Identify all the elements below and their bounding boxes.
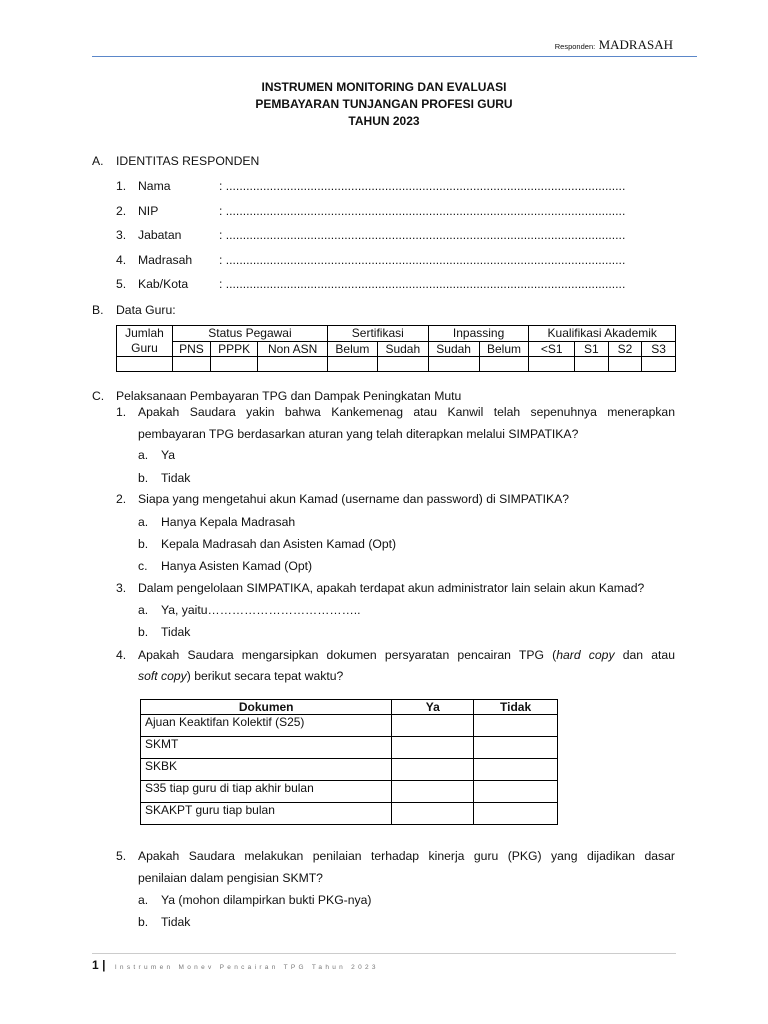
option-letter: a. bbox=[138, 893, 149, 907]
inpassing-header: Inpassing bbox=[428, 326, 529, 342]
question-4-text-line1: Apakah Saudara mengarsipkan dokumen persyaratan pencairan TPG (hard copy dan atau bbox=[138, 648, 675, 662]
option-letter: c. bbox=[138, 559, 148, 573]
subheader-s1: S1 bbox=[575, 341, 609, 357]
data-guru-table bbox=[116, 325, 676, 372]
cell-ya[interactable] bbox=[392, 803, 474, 825]
dokumen-header: Dokumen bbox=[141, 700, 392, 715]
kualifikasi-header: Kualifikasi Akademik bbox=[529, 326, 676, 342]
cell-s2[interactable] bbox=[608, 357, 642, 372]
question-1-text-line2: pembayaran TPG berdasarkan aturan yang telah diterapkan melalui SIMPATIKA? bbox=[138, 427, 579, 441]
cell-s3[interactable] bbox=[642, 357, 676, 372]
dokumen-name: Ajuan Keaktifan Kolektif (S25) bbox=[141, 715, 392, 737]
footer-text: Instrumen Monev Pencairan TPG Tahun 2023 bbox=[114, 964, 379, 971]
subheader-pppk: PPPK bbox=[210, 341, 257, 357]
cell-sertifikasi-belum[interactable] bbox=[327, 357, 377, 372]
tidak-header: Tidak bbox=[474, 700, 558, 715]
cell-ya[interactable] bbox=[392, 781, 474, 803]
q3-option-ya[interactable]: Ya, yaitu……………………………….. bbox=[161, 603, 361, 617]
option-letter: b. bbox=[138, 471, 149, 485]
field-madrasah-input[interactable]: : ...................................................................................................................... bbox=[219, 253, 626, 267]
dokumen-table bbox=[140, 699, 558, 825]
question-2-text: Siapa yang mengetahui akun Kamad (username dan password) di SIMPATIKA? bbox=[138, 492, 570, 506]
footer-separator: | bbox=[102, 958, 106, 972]
question-1-text-line1: Apakah Saudara yakin bahwa Kankemenag atau Kanwil telah sepenuhnya menerapkan bbox=[138, 405, 675, 419]
cell-s1[interactable] bbox=[575, 357, 609, 372]
cell-tidak[interactable] bbox=[474, 781, 558, 803]
q1-option-ya[interactable]: Ya bbox=[161, 448, 176, 462]
cell-jumlah[interactable] bbox=[117, 357, 173, 372]
section-c-title: Pelaksanaan Pembayaran TPG dan Dampak Peningkatan Mutu bbox=[116, 389, 462, 403]
cell-sertifikasi-sudah[interactable] bbox=[377, 357, 428, 372]
respondent-value: MADRASAH bbox=[598, 37, 673, 52]
field-nama-input[interactable]: : ...................................................................................................................... bbox=[219, 179, 626, 193]
subheader-s2: S2 bbox=[608, 341, 642, 357]
question-5-text-line1: Apakah Saudara melakukan penilaian terhadap kinerja guru (PKG) yang dijadikan dasar bbox=[138, 849, 675, 863]
cell-tidak[interactable] bbox=[474, 759, 558, 781]
field-num: 5. bbox=[116, 277, 127, 291]
doc-title-line3: TAHUN 2023 bbox=[348, 114, 420, 128]
section-b-label: B. bbox=[92, 303, 104, 317]
subheader-sertifikasi-sudah: Sudah bbox=[377, 341, 428, 357]
data-guru-entry-row bbox=[117, 357, 676, 372]
cell-pppk[interactable] bbox=[210, 357, 257, 372]
field-num: 1. bbox=[116, 179, 127, 193]
sertifikasi-header: Sertifikasi bbox=[327, 326, 428, 342]
question-5-text-line2: penilaian dalam pengisian SKMT? bbox=[138, 871, 323, 885]
table-row bbox=[141, 759, 558, 781]
q5-option-tidak[interactable]: Tidak bbox=[161, 915, 191, 929]
section-b-title: Data Guru: bbox=[116, 303, 176, 317]
field-jabatan-input[interactable]: : ...................................................................................................................... bbox=[219, 228, 626, 242]
question-number: 2. bbox=[116, 492, 127, 506]
option-letter: a. bbox=[138, 448, 149, 462]
cell-ya[interactable] bbox=[392, 759, 474, 781]
field-num: 2. bbox=[116, 204, 127, 218]
dokumen-name: SKBK bbox=[141, 759, 392, 781]
cell-non-asn[interactable] bbox=[258, 357, 328, 372]
section-a-title: IDENTITAS RESPONDEN bbox=[116, 154, 260, 168]
q2-option-c[interactable]: Hanya Asisten Kamad (Opt) bbox=[161, 559, 313, 573]
q5-option-ya[interactable]: Ya (mohon dilampirkan bukti PKG-nya) bbox=[161, 893, 372, 907]
subheader-s3: S3 bbox=[642, 341, 676, 357]
question-3-text: Dalam pengelolaan SIMPATIKA, apakah terdapat akun administrator lain selain akun Kamad? bbox=[138, 581, 645, 595]
q1-option-tidak[interactable]: Tidak bbox=[161, 471, 191, 485]
subheader-below-s1: <S1 bbox=[529, 341, 575, 357]
field-kabkota-input[interactable]: : ...................................................................................................................... bbox=[219, 277, 626, 291]
cell-inpassing-sudah[interactable] bbox=[428, 357, 479, 372]
option-letter: b. bbox=[138, 915, 149, 929]
subheader-pns: PNS bbox=[172, 341, 210, 357]
cell-pns[interactable] bbox=[172, 357, 210, 372]
header-divider bbox=[92, 56, 697, 57]
respondent-label: Responden: bbox=[554, 42, 596, 51]
section-a-label: A. bbox=[92, 154, 104, 168]
footer-divider bbox=[92, 953, 676, 954]
q2-option-b[interactable]: Kepala Madrasah dan Asisten Kamad (Opt) bbox=[161, 537, 397, 551]
table-row bbox=[141, 803, 558, 825]
cell-inpassing-belum[interactable] bbox=[479, 357, 529, 372]
page-footer bbox=[92, 958, 379, 972]
field-label-jabatan: Jabatan bbox=[138, 228, 182, 242]
page-number: 1 bbox=[92, 958, 99, 972]
subheader-inpassing-sudah: Sudah bbox=[428, 341, 479, 357]
ya-header: Ya bbox=[392, 700, 474, 715]
option-letter: b. bbox=[138, 625, 149, 639]
question-number: 1. bbox=[116, 405, 127, 419]
field-label-nip: NIP bbox=[138, 204, 159, 218]
cell-ya[interactable] bbox=[392, 715, 474, 737]
q2-option-a[interactable]: Hanya Kepala Madrasah bbox=[161, 515, 296, 529]
status-pegawai-header: Status Pegawai bbox=[172, 326, 327, 342]
subheader-sertifikasi-belum: Belum bbox=[327, 341, 377, 357]
question-number: 5. bbox=[116, 849, 127, 863]
field-label-kabkota: Kab/Kota bbox=[138, 277, 189, 291]
dokumen-name: S35 tiap guru di tiap akhir bulan bbox=[141, 781, 392, 803]
question-number: 3. bbox=[116, 581, 127, 595]
subheader-non-asn: Non ASN bbox=[258, 341, 328, 357]
option-letter: b. bbox=[138, 537, 149, 551]
dokumen-name: SKAKPT guru tiap bulan bbox=[141, 803, 392, 825]
cell-tidak[interactable] bbox=[474, 715, 558, 737]
cell-ya[interactable] bbox=[392, 737, 474, 759]
cell-tidak[interactable] bbox=[474, 737, 558, 759]
question-4-text-line2: soft copy) berikut secara tepat waktu? bbox=[138, 669, 344, 683]
cell-tidak[interactable] bbox=[474, 803, 558, 825]
option-letter: a. bbox=[138, 603, 149, 617]
doc-title-line1: INSTRUMEN MONITORING DAN EVALUASI bbox=[261, 80, 507, 94]
table-row bbox=[141, 781, 558, 803]
table-row bbox=[141, 737, 558, 759]
cell-below-s1[interactable] bbox=[529, 357, 575, 372]
subheader-inpassing-belum: Belum bbox=[479, 341, 529, 357]
field-num: 3. bbox=[116, 228, 127, 242]
field-label-madrasah: Madrasah bbox=[138, 253, 193, 267]
field-label-nama: Nama bbox=[138, 179, 171, 193]
doc-title-line2: PEMBAYARAN TUNJANGAN PROFESI GURU bbox=[255, 97, 513, 111]
table-row bbox=[141, 715, 558, 737]
respondent-header bbox=[555, 37, 673, 53]
field-nip-input[interactable]: : ...................................................................................................................... bbox=[219, 204, 626, 218]
jumlah-guru-header: Jumlah Guru bbox=[117, 326, 173, 357]
field-num: 4. bbox=[116, 253, 127, 267]
option-letter: a. bbox=[138, 515, 149, 529]
question-number: 4. bbox=[116, 648, 127, 662]
q3-option-tidak[interactable]: Tidak bbox=[161, 625, 191, 639]
dokumen-name: SKMT bbox=[141, 737, 392, 759]
section-c-label: C. bbox=[92, 389, 105, 403]
